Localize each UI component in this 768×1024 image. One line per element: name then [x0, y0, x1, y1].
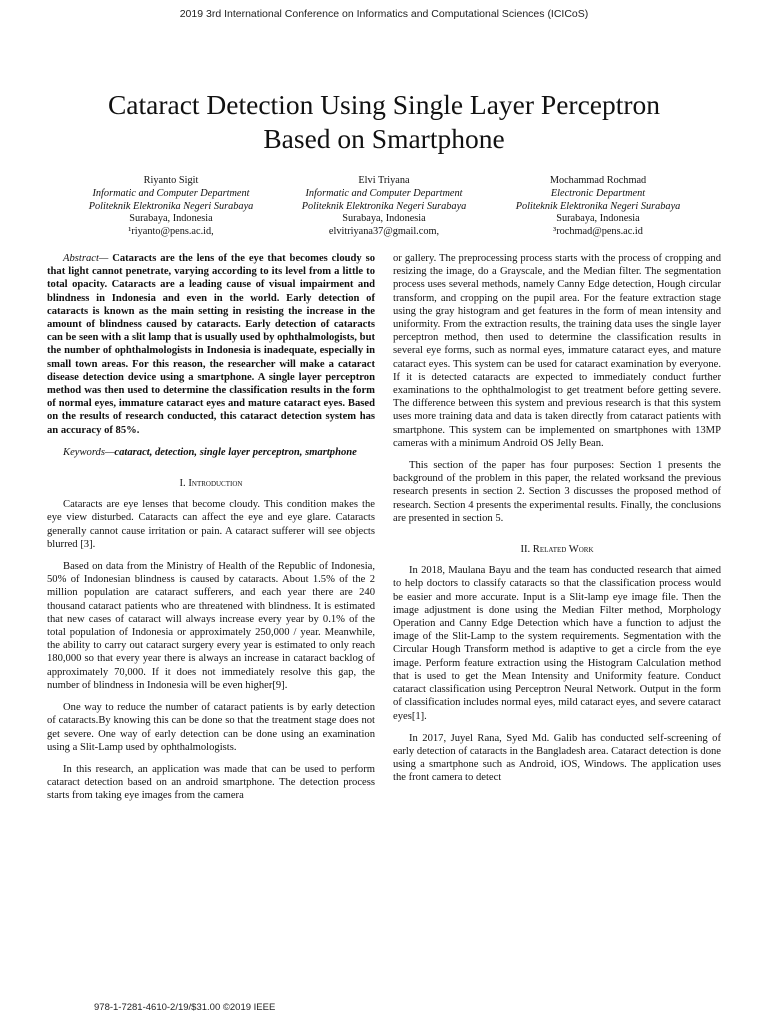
keywords-text: cataract, detection, single layer perceptron, smartphone [114, 446, 357, 458]
intro-paragraph: Based on data from the Ministry of Health of the Republic of Indonesia, 50% of Indonesian blindness is caused by cataracts. About 1.5% of the 2 million population are cataract sufferers, and each year there are 240 thousand cataract patients who are threatened with blindness. It is estimated that new cases of cataract will always increase every year by 0.1% of the total population of Indonesia or approximately 250,000 / year. Meanwhile, the ability to carry out cataract surgery every year is estimated to only reach 180,000 so that every year there is always an increase in cataract backlog of approximately 70,000. If it does not immediately resolve this gap, the number of blindness in Indonesia will be even higher[9]. [47, 561, 375, 691]
section-heading-related-work [393, 543, 721, 556]
author-affiliation: Informatic and Computer Department [305, 187, 463, 199]
abstract-label: Abstract— [63, 253, 109, 264]
author-affiliation: Informatic and Computer Department [92, 187, 250, 199]
abstract [47, 252, 375, 437]
title-line-1: Cataract Detection Using Single Layer Perceptron [107, 89, 661, 120]
author-affiliation: Electronic Department [550, 187, 646, 199]
right-column [393, 252, 721, 794]
related-paragraph: In 2018, Maulana Bayu and the team has conducted research that aimed to help doctors to classify cataracts so that the classification process would be easier and more accurate. Input is a Slit-lamp eye image file. Then the image adjustment is done using the Median Filter method, Morphology Operation and Canny Edge Detection which have a function to adjust the image of the Slit-Lamp to the system requirements. Segmentation with the Circular Hough Transform method is adaptive to get a circle from the eye image. Perform feature extraction using the Histogram Calculation method that is used to get the Mean Intensity and Uniformity feature. Conduct cataract classification using Perceptron Neural Network. Output in the form of classification includes normal eyes, mild cataract eyes, and severe cataract eyes[1]. [393, 565, 721, 722]
author-institution: Politeknik Elektronika Negeri Surabaya [515, 200, 681, 212]
author-block-2 [269, 175, 499, 239]
author-city: Surabaya, Indonesia [129, 213, 213, 225]
keywords [47, 446, 375, 459]
intro-paragraph: Cataracts are eye lenses that become cloudy. This condition makes the eye view disturbed. Cataracts can affect the eye and eye glare. Cataracts generally cannot cause irritation or pain. A cataract sufferer will see objects blurred [3]. [47, 499, 375, 550]
section-title: Introduction [188, 478, 243, 490]
paper-title [40, 88, 728, 156]
author-email[interactable]: ¹riyanto@pens.ac.id, [128, 226, 214, 238]
author-institution: Politeknik Elektronika Negeri Surabaya [301, 200, 467, 212]
conference-header: 2019 3rd International Conference on Informatics and Computational Sciences (ICICoS) [179, 8, 589, 20]
intro-paragraph: This section of the paper has four purposes: Section 1 presents the background of the problem in this paper, the related worksand the previous research presents in section 2. Section 3 discusses the proposed method of research. Section 4 presents the experimental results. Finally, the conclusions are presented in section 5. [393, 460, 721, 524]
intro-paragraph-continued: or gallery. The preprocessing process starts with the process of cropping and resizing the image, do a Grayscale, and the Median filter. The segmentation process uses several methods, namely Canny Edge detection, Hough circular transform, and cropping on the pupil area. For the feature extraction stage using the gray histogram and get features in the form of mean intensity and uniformity. From the extraction results, the training data uses the single layer perceptron method, then used to determine the classification results in several eye forms, such as normal eyes, immature cataract eyes, and mature cataract eyes. This system can be used for cataract examination by everyone. If it is detected cataracts are expected to immediately conduct further examinations to the ophthalmologist to get treatment before getting severe. The difference between this system and previous research is that this system uses more training data and data is taken directly from cataract patients with smartphone. This system can be implemented on smartphones with 13MP cameras with a minimum Android OS Jelly Bean. [393, 253, 721, 449]
author-block-1 [56, 175, 286, 239]
section-heading-introduction [47, 477, 375, 490]
author-email[interactable]: elvitriyana37@gmail.com, [328, 226, 440, 238]
section-number: II. [520, 544, 533, 556]
author-name: Mochammad Rochmad [549, 175, 647, 186]
author-block-3 [483, 175, 713, 239]
author-name: Riyanto Sigit [143, 175, 199, 186]
author-city: Surabaya, Indonesia [556, 213, 640, 225]
related-paragraph: In 2017, Juyel Rana, Syed Md. Galib has conducted self-screening of early detection of cataracts in the Bangladesh area. Cataract detection is done using a smartphone such as Android, iOS, Windows. The application uses the front camera to detect [393, 732, 721, 784]
left-column [47, 252, 375, 812]
intro-paragraph: One way to reduce the number of cataract patients is by early detection of cataracts.By knowing this can be done so that the treatment stage does not get severe. One way of early detection can be done using an examination using a Slit-Lamp used by ophthalmologists. [47, 702, 375, 753]
abstract-text: Cataracts are the lens of the eye that becomes cloudy so that light cannot penetrate, varying according to its level from a little to total opacity. Cataracts are a leading cause of visual impairment and blindness in Indonesia and even in the world. Early detection of cataracts is known as the main setting in resisting the increase in the amount of blindness caused by cataracts. Early detection of cataracts can be seen with a slit lamp that is usually used by ophthalmologists, but the number of ophthalmologists in Indonesia is inadequate, especially in small town areas. For this reason, the researcher will make a cataract disease detection device using a smartphone. A single layer perceptron method was then used to determine the classification results in the form of normal eyes, immature cataract eyes and mature cataract eyes. Based on the results of research conducted, this cataract detection system has an accuracy of 85%. [47, 253, 375, 436]
author-name: Elvi Triyana [358, 175, 410, 186]
section-title: Related Work [532, 544, 594, 556]
author-email[interactable]: ³rochmad@pens.ac.id [553, 226, 643, 238]
section-number: I. [179, 478, 189, 490]
intro-paragraph: In this research, an application was made that can be used to perform cataract detection based on an android smartphone. The detection process starts from taking eye images from the camera [47, 763, 375, 802]
copyright-footer: 978-1-7281-4610-2/19/$31.00 ©2019 IEEE [94, 1002, 276, 1013]
author-city: Surabaya, Indonesia [342, 213, 426, 225]
title-line-2: Based on Smartphone [263, 123, 505, 154]
author-institution: Politeknik Elektronika Negeri Surabaya [88, 200, 254, 212]
keywords-label: Keywords— [63, 446, 115, 458]
